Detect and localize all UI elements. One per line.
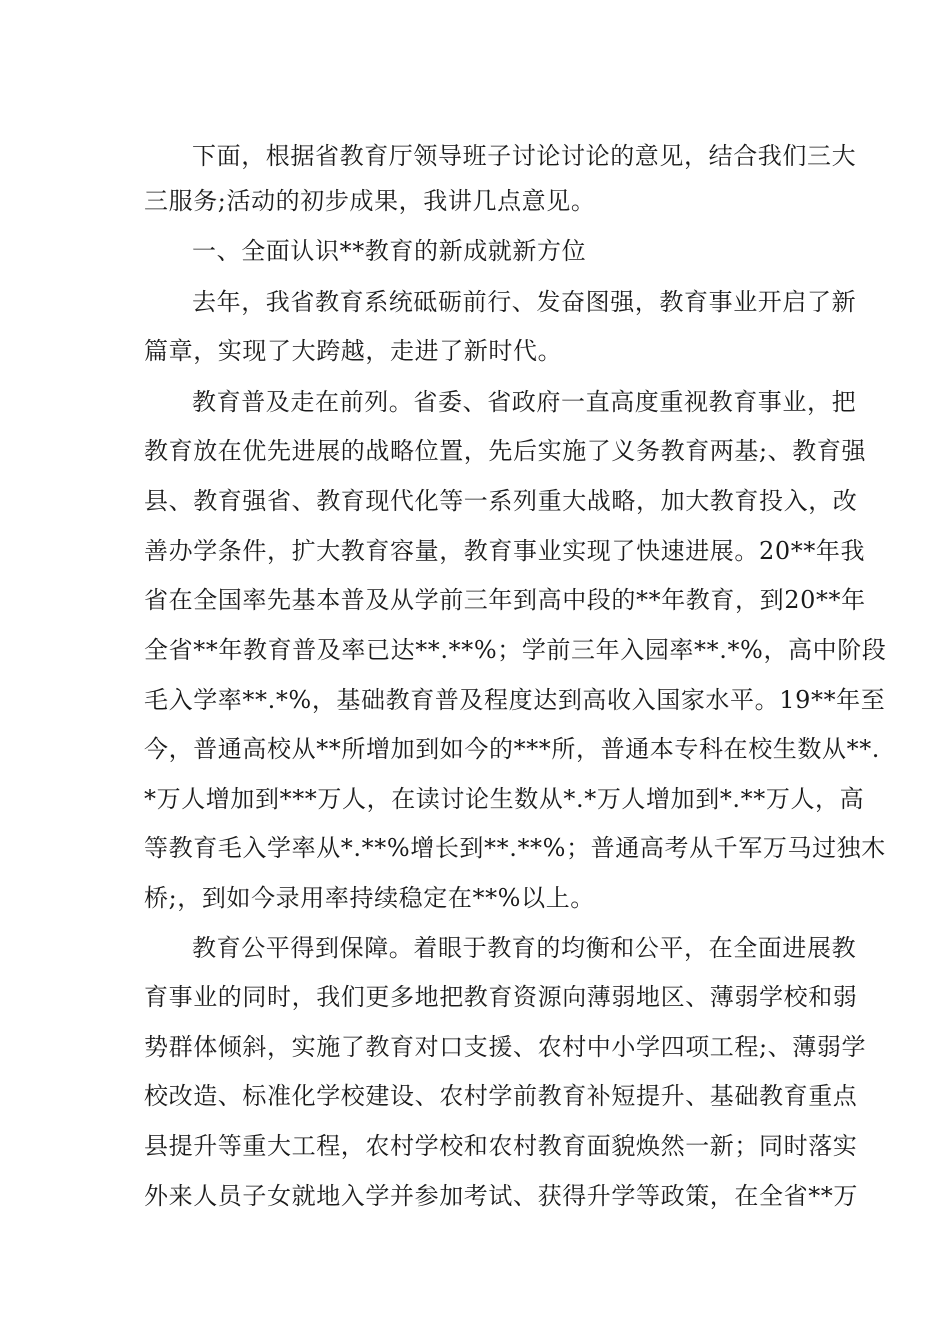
paragraph-3-line-4: 校改造、标准化学校建设、农村学前教育补短提升、基础教育重点 (144, 1082, 858, 1110)
paragraph-2-line-9: *万人增加到***万人，在读讨论生数从*.*万人增加到*.**万人，高 (144, 785, 865, 813)
paragraph-intro-line-2: 三服务;活动的初步成果，我讲几点意见。 (144, 187, 596, 215)
paragraph-3-line-1: 教育公平得到保障。着眼于教育的均衡和公平，在全面进展教 (192, 934, 857, 962)
paragraph-intro-line-1: 下面，根据省教育厅领导班子讨论讨论的意见，结合我们三大 (192, 142, 857, 170)
paragraph-3-line-5: 县提升等重大工程，农村学校和农村教育面貌焕然一新；同时落实 (144, 1132, 858, 1160)
paragraph-2-line-8: 今，普通高校从**所增加到如今的***所，普通本专科在校生数从**. (144, 735, 881, 763)
paragraph-2-line-7: 毛入学率**.*%，基础教育普及程度达到高收入国家水平。19**年至 (144, 686, 886, 714)
paragraph-1-line-1: 去年，我省教育系统砥砺前行、发奋图强，教育事业开启了新 (192, 288, 857, 316)
paragraph-3-line-2: 育事业的同时，我们更多地把教育资源向薄弱地区、薄弱学校和弱 (144, 983, 858, 1011)
paragraph-3-line-3: 势群体倾斜，实施了教育对口支援、农村中小学四项工程;、薄弱学 (144, 1033, 867, 1061)
paragraph-2-line-10: 等教育毛入学率从*.**%增长到**.**%；普通高考从千军万马过独木 (144, 834, 886, 862)
paragraph-1-line-2: 篇章，实现了大跨越，走进了新时代。 (144, 337, 563, 365)
paragraph-2-line-11: 桥;，到如今录用率持续稳定在**%以上。 (144, 884, 595, 912)
paragraph-2-line-1: 教育普及走在前列。省委、省政府一直高度重视教育事业，把 (192, 388, 857, 416)
paragraph-2-line-2: 教育放在优先进展的战略位置，先后实施了义务教育两基;、教育强 (144, 437, 867, 465)
paragraph-3-line-6: 外来人员子女就地入学并参加考试、获得升学等政策，在全省**万 (144, 1182, 858, 1210)
section-heading-1: 一、全面认识**教育的新成就新方位 (192, 237, 587, 265)
paragraph-2-line-6: 全省**年教育普及率已达**.**%；学前三年入园率**.*%，高中阶段 (144, 636, 887, 664)
paragraph-2-line-4: 善办学条件，扩大教育容量，教育事业实现了快速进展。20**年我 (144, 537, 866, 565)
paragraph-2-line-5: 省在全国率先基本普及从学前三年到高中段的**年教育，到20**年 (144, 586, 866, 614)
paragraph-2-line-3: 县、教育强省、教育现代化等一系列重大战略，加大教育投入，改 (144, 487, 858, 515)
